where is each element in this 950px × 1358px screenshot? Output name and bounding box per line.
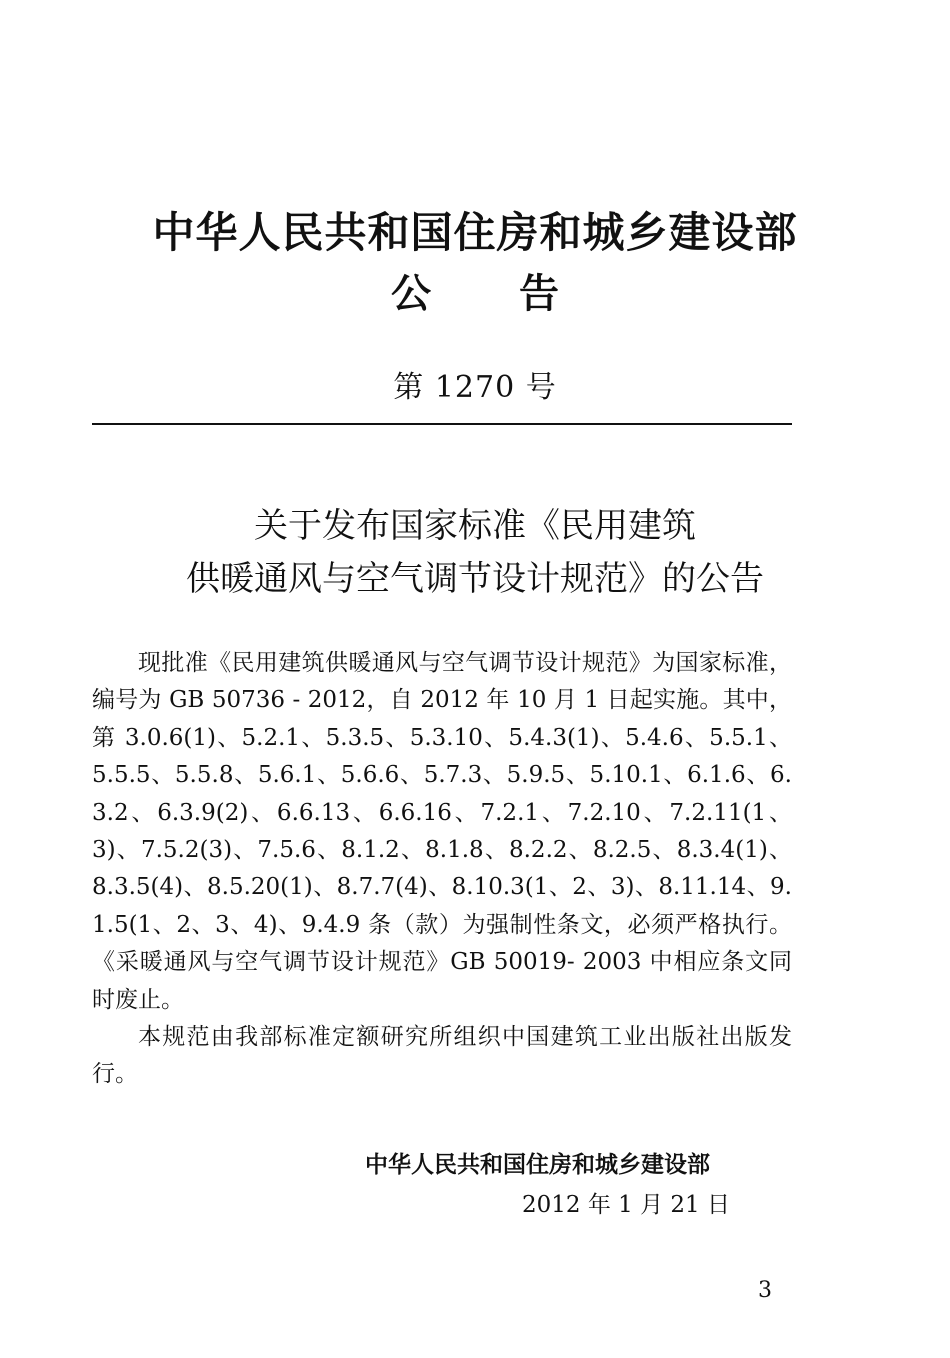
signature-date: 2012 年 1 月 21 日 (522, 1192, 730, 1218)
body-paragraph-2: 本规范由我部标准定额研究所组织中国建筑工业出版社出版发行。 (92, 1024, 792, 1088)
document-type-char: 公 (391, 271, 431, 317)
divider-rule (92, 423, 792, 425)
document-type-char: 告 (519, 271, 559, 317)
body-paragraph-1: 现批准《民用建筑供暖通风与空气调节设计规范》为国家标准，编号为 GB 50736 - 2012，自 2012 年 10 月 1 日起实施。其中，第 3.0.6(1)、5.2.1、5.3.5、5.3.10、5.4.3(1)、5.4.6、5.5.1、5.5.5、5.5.8、5.6.1、5.6.6、5.7.3、5.9.5、5.10.1、6.1.6、6.3.2、6.3.9(2)、6.6.13、6.6.16、7.2.1、7.2.10、7.2.11(1、3)、7.5.2(3)、7.5.6、8.1.2、8.1.8、8.2.2、8.2.5、8.3.4(1)、8.3.5(4)、8.5.20(1)、8.7.7(4)、8.10.3(1、2、3)、8.11.14、9.1.5(1、2、3、4)、9.4.9 条（款）为强制性条文，必须严格执行。《采暖通风与空气调节设计规范》GB 50019- 2003 中相应条文同时废止。 (92, 650, 792, 1013)
page-number: 3 (758, 1278, 772, 1303)
announcement-body (92, 645, 792, 1094)
signature-organization: 中华人民共和国住房和城乡建设部 (365, 1152, 710, 1178)
headline-line-1: 关于发布国家标准《民用建筑 (254, 506, 696, 546)
headline-line-2: 供暖通风与空气调节设计规范》的公告 (186, 559, 764, 599)
ministry-title: 中华人民共和国住房和城乡建设部 (152, 208, 798, 257)
announcement-headline (0, 500, 950, 606)
document-type (0, 262, 950, 319)
document-number: 第 1270 号 (393, 370, 557, 405)
